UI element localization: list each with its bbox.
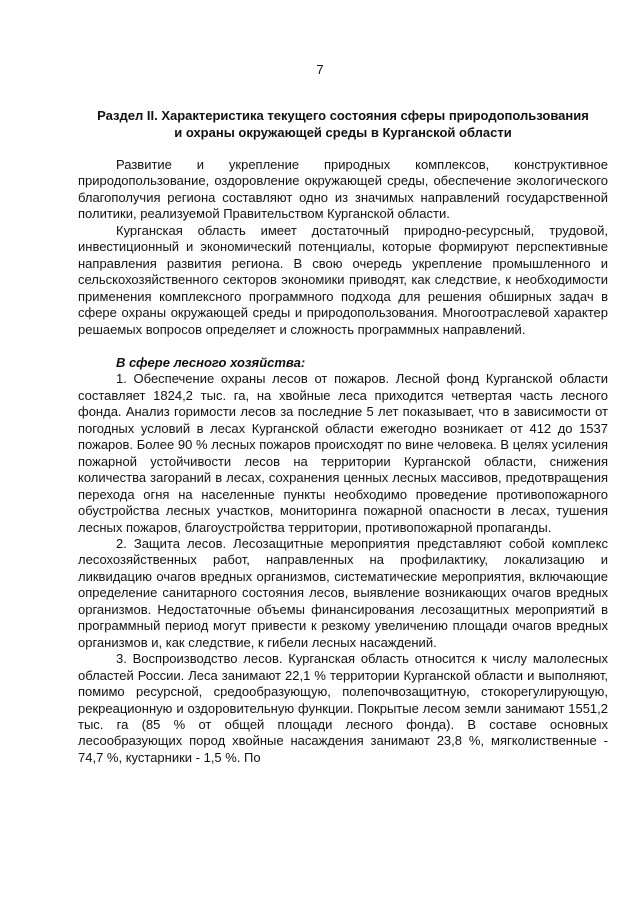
forestry-item-3: 3. Воспроизводство лесов. Курганская область относится к числу малолесных областей России. Леса занимают 22,1 % территории Курганской области и выполняют, помимо ресурсной, средообразующую, полепочвозащитную, стокорегулирующую, рекреационную и оздоровительную функции. Покрытые лесом земли занимают 1551,2 тыс. га (85 % от общей площади лесного фонда). В составе основных лесообразующих пород хвойные насаждения занимают 23,8 %, мягколиственные - 74,7 %, кустарники - 1,5 %. По [78,651,608,765]
page-number: 7 [316,62,324,77]
forestry-item-2: 2. Защита лесов. Лесозащитные мероприятия представляют собой комплекс лесохозяйственных работ, направленных на профилактику, локализацию и ликвидацию очагов вредных организмов, систематические мероприятия, включающие определение санитарного состояния лесов, выявление возникающих очагов вредных организмов. Недостаточные объемы финансирования лесозащитных мероприятий в программный период могут привести к резкому увеличению площади очагов вредных организмов и, как следствие, к гибели лесных насаждений. [78,536,608,650]
section-title-line-1: Раздел II. Характеристика текущего состояния сферы природопользования [97,108,589,123]
document-body [78,157,608,766]
section-title-line-2: и охраны окружающей среды в Курганской области [174,125,512,140]
section-title [78,107,608,141]
forestry-heading: В сфере лесного хозяйства: [116,354,306,370]
forestry-item-1: 1. Обеспечение охраны лесов от пожаров. Лесной фонд Курганской области составляет 1824,2 тыс. га, на хвойные леса приходится четвертая часть лесного фонда. Анализ горимости лесов за последние 5 лет показывает, что в зависимости от погодных условий в лесах Курганской области ежегодно возникает от 412 до 1537 пожаров. Более 90 % лесных пожаров происходят по вине человека. В целях усиления пожарной устойчивости лесов на территории Курганской области, снижения количества загораний в лесах, сохранения ценных лесных массивов, предотвращения перехода огня на населенные пункты необходимо проведение противопожарного обустройства лесных участков, мониторинга пожарной опасности в лесах, тушения лесных пожаров, благоустройства территории, противопожарной пропаганды. [78,371,608,535]
intro-paragraph-2: Курганская область имеет достаточный природно-ресурсный, трудовой, инвестиционный и экономический потенциалы, которые формируют перспективные направления развития региона. В свою очередь укрепление промышленного и сельскохозяйственного секторов экономики приводят, как следствие, к необходимости применения комплексного программного подхода для решения обширных задач в сфере охраны окружающей среды и природопользования. Многоотраслевой характер решаемых вопросов определяет и сложность программных направлений. [78,222,608,337]
intro-paragraph-1: Развитие и укрепление природных комплексов, конструктивное природопользование, оздоровление окружающей среды, обеспечение экологического благополучия региона составляют одно из значимых направлений государственной политики, реализуемой Правительством Курганской области. [78,157,608,222]
